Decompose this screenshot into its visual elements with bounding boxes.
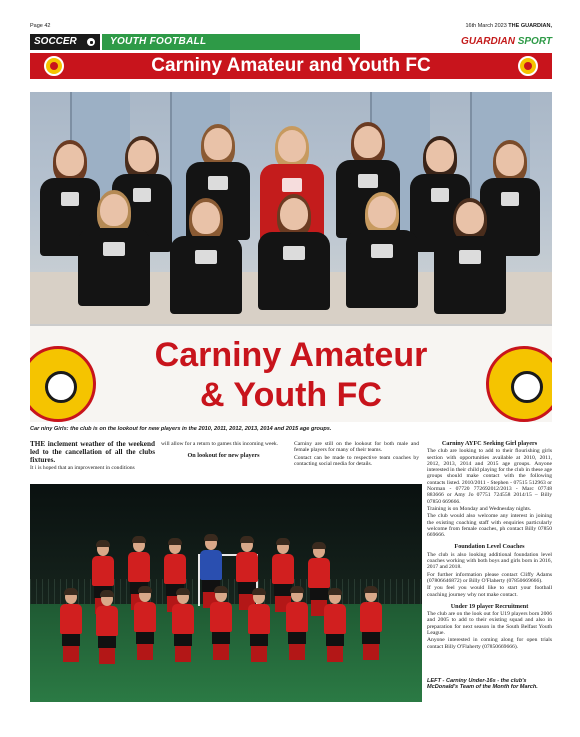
article-paragraph: The club are looking to add to their flourishing girls section with opportunities available at 2010, 2011, 2012, 2013, 2014 and 2015 age groups. Anyone interested in their child playing for the club in these age groups should make contact with the following contacts listed. 2010/2011 - Stephen - 07515 512963 or Norman - 07720 772692012/2013 - Marc 07748 883666 or Amy Jo 07751 724558 2014/15 – Billy 07850 669666.: [427, 448, 552, 505]
player: [434, 202, 506, 342]
subheading: Under 19 player Recruitment: [450, 602, 529, 610]
soccer-label: SOCCER: [34, 36, 77, 47]
article-paragraph: The club are on the look out for U19 players born 2006 and 2005 to add to their existing squad and also in preparation for next season in the South Belfast Youth League.: [427, 611, 552, 637]
article-column-4: [427, 441, 552, 651]
photo-caption: Car niny Girls: the club is on the lookout for new players in the 2010, 2011, 2012, 2013, 2014 and 2015 age groups.: [30, 426, 332, 432]
under16-team-photo: [30, 484, 422, 702]
subheading: On lookout for new players: [187, 452, 260, 460]
guardian-sport-logo: [461, 34, 552, 50]
article-paragraph: Carniny are still on the lookout for both male and female players for many of their teams.: [294, 441, 419, 454]
youth-football-tag: YOUTH FOOTBALL: [102, 34, 360, 50]
player: [346, 196, 418, 336]
article-paragraph: For further information please contact Cliffy Adams (07806646872) or Billy O'Flaherty (07850669666).: [427, 571, 552, 584]
date-text: 16th March 2023: [465, 23, 507, 29]
page-number: Page 42: [30, 23, 51, 29]
player: [258, 198, 330, 338]
club-banner: [30, 324, 552, 422]
subheading: Foundation Level Coaches: [454, 543, 525, 551]
article-lead: THE inclement weather of the weekend led to the cancellation of all the clubs fixtures.: [30, 440, 155, 464]
article-column-2: [161, 441, 286, 461]
brand-guardian: GUARDIAN: [461, 36, 515, 47]
article-column-1: [30, 441, 155, 473]
article-paragraph: The club would also welcome any interest in joining the existing coaching staff with enquiries particularly welcome from female coaches, ph contact Billy 07850 669666.: [427, 513, 552, 539]
article-paragraph: Training is on Monday and Wednesday nights.: [427, 505, 532, 512]
article-paragraph: Anyone interested in coming along for open trials contact Billy O'Flaherty (07850669666).: [427, 637, 552, 650]
headline-bar: [30, 53, 552, 79]
page-header: [30, 20, 552, 32]
girls-team-photo: [30, 92, 552, 422]
photo-caption: LEFT - Carniny Under-16s - the club's McDonald's Team of the Month for March.: [427, 678, 538, 691]
banner-line-2: & Youth FC: [200, 376, 382, 414]
player: [78, 194, 150, 334]
brand-sport: SPORT: [517, 36, 552, 47]
article-paragraph: It i is hoped that an improvement in conditions: [30, 465, 135, 472]
article-paragraph: will allow for a return to games this incoming week.: [161, 441, 279, 447]
article-paragraph: The club is also looking additional foundation level coaches working with both boys and girls born in 2016, 2017 and 2018.: [427, 551, 552, 571]
football-icon: [86, 37, 96, 47]
section-bar: [30, 34, 552, 50]
player: [170, 202, 242, 342]
headline: Carniny Amateur and Youth FC: [151, 55, 431, 76]
article-paragraph: If you feel you would like to start your football coaching journey why not make contact.: [427, 585, 552, 598]
article-column-3: [294, 441, 419, 468]
paper-name: THE GUARDIAN,: [508, 23, 552, 29]
article-paragraph: Contact can be made to respective team coaches by contacting social media for details.: [294, 454, 419, 467]
club-crest-icon: [518, 56, 538, 76]
banner-line-1: Carniny Amateur: [154, 336, 428, 374]
soccer-tag: [30, 34, 100, 50]
issue-date: [465, 23, 552, 29]
subheading: Carniny AYFC Seeking Girl players: [441, 440, 538, 447]
club-crest-icon: [486, 346, 552, 422]
